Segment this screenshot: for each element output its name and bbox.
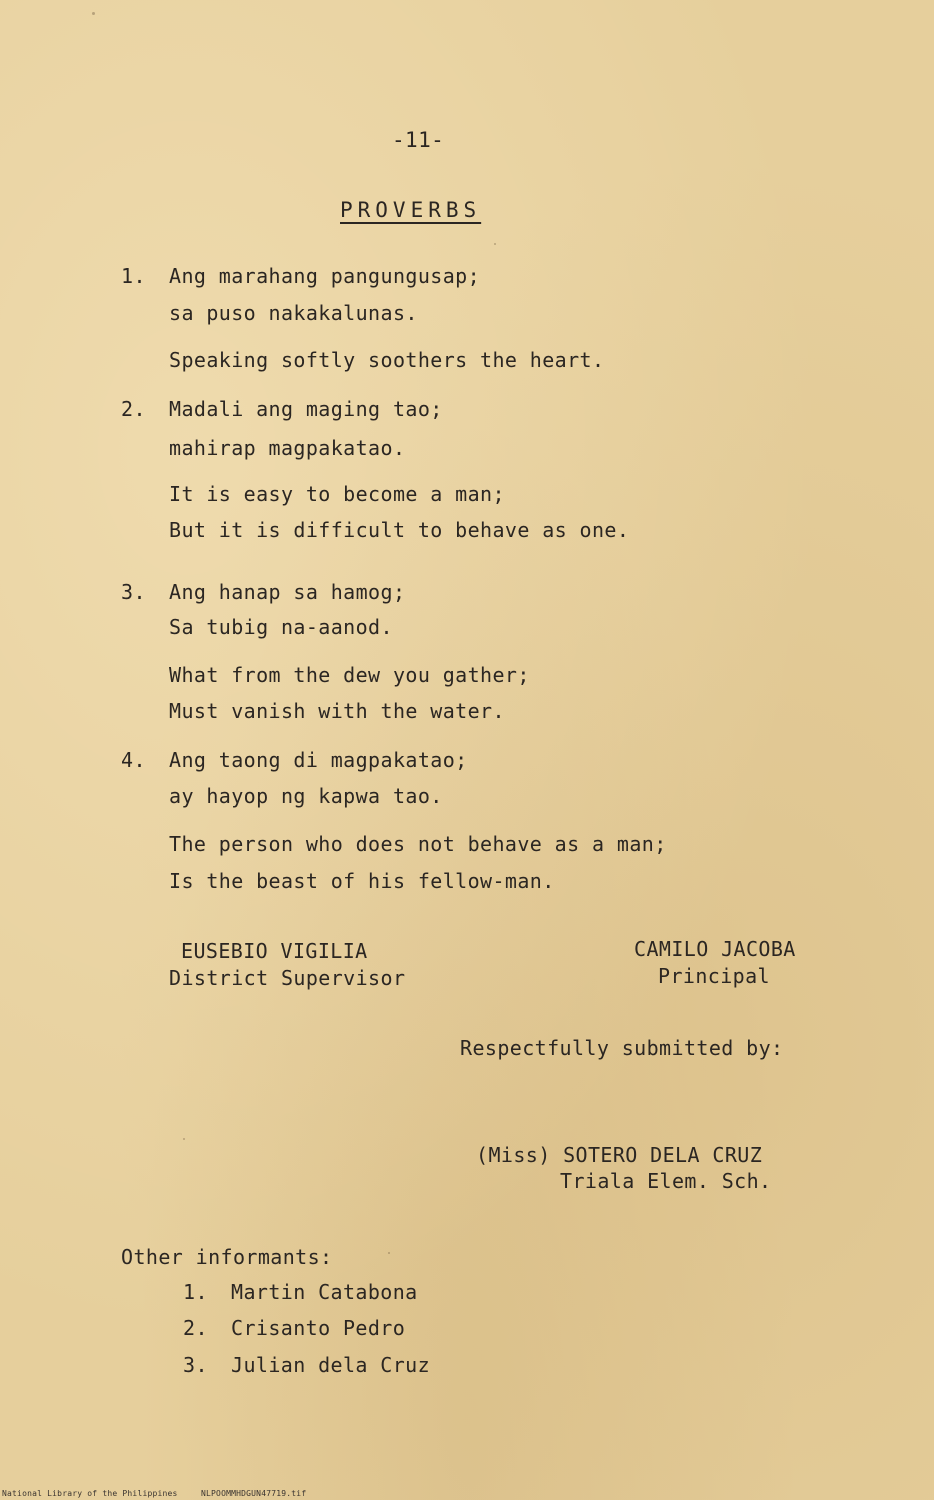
proverb-3-tagalog-line-2: Sa tubig na-aanod. [169, 615, 393, 639]
signatory-right-title: Principal [658, 964, 770, 988]
informant-3-number: 3. [183, 1353, 208, 1377]
informants-label: Other informants: [121, 1245, 333, 1269]
proverb-2-english-line-2: But it is difficult to behave as one. [169, 518, 630, 542]
proverb-2-tagalog-line-2: mahirap magpakatao. [169, 436, 406, 460]
signatory-right-name: CAMILO JACOBA [634, 937, 796, 961]
signatory-left-title: District Supervisor [169, 966, 406, 990]
proverb-4-english-line-1: The person who does not behave as a man; [169, 832, 667, 856]
signatory-left-name: EUSEBIO VIGILIA [181, 939, 368, 963]
proverb-2-tagalog-line-1: Madali ang maging tao; [169, 397, 443, 421]
informant-1-name: Martin Catabona [231, 1280, 418, 1304]
proverb-3-tagalog-line-1: Ang hanap sa hamog; [169, 580, 406, 604]
proverb-1-tagalog-line-1: Ang marahang pangungusap; [169, 264, 481, 288]
informant-3-name: Julian dela Cruz [231, 1353, 431, 1377]
footer-library: National Library of the Philippines [2, 1489, 178, 1498]
paper-speck [183, 1138, 185, 1140]
proverb-3-english-line-1: What from the dew you gather; [169, 663, 530, 687]
paper-speck [494, 243, 496, 245]
paper-speck [92, 12, 95, 15]
submitter-name: (Miss) SOTERO DELA CRUZ [476, 1143, 763, 1167]
proverb-1-number: 1. [121, 264, 146, 288]
proverb-2-english-line-1: It is easy to become a man; [169, 482, 505, 506]
submitted-by-label: Respectfully submitted by: [460, 1036, 784, 1060]
proverb-3-number: 3. [121, 580, 146, 604]
informant-2-name: Crisanto Pedro [231, 1316, 406, 1340]
proverb-1-tagalog-line-2: sa puso nakakalunas. [169, 301, 418, 325]
proverb-1-english-line-1: Speaking softly soothers the heart. [169, 348, 605, 372]
proverb-4-english-line-2: Is the beast of his fellow-man. [169, 869, 555, 893]
footer-filename: NLPOOMMHDGUN47719.tif [201, 1489, 307, 1498]
informant-2-number: 2. [183, 1316, 208, 1340]
page-number: -11- [392, 128, 445, 152]
proverb-2-number: 2. [121, 397, 146, 421]
page-title: PROVERBS [340, 198, 482, 222]
proverb-4-number: 4. [121, 748, 146, 772]
proverb-4-tagalog-line-2: ay hayop ng kapwa tao. [169, 784, 443, 808]
proverb-4-tagalog-line-1: Ang taong di magpakatao; [169, 748, 468, 772]
submitter-school: Triala Elem. Sch. [560, 1169, 772, 1193]
paper-speck [388, 1252, 390, 1254]
proverb-3-english-line-2: Must vanish with the water. [169, 699, 505, 723]
informant-1-number: 1. [183, 1280, 208, 1304]
